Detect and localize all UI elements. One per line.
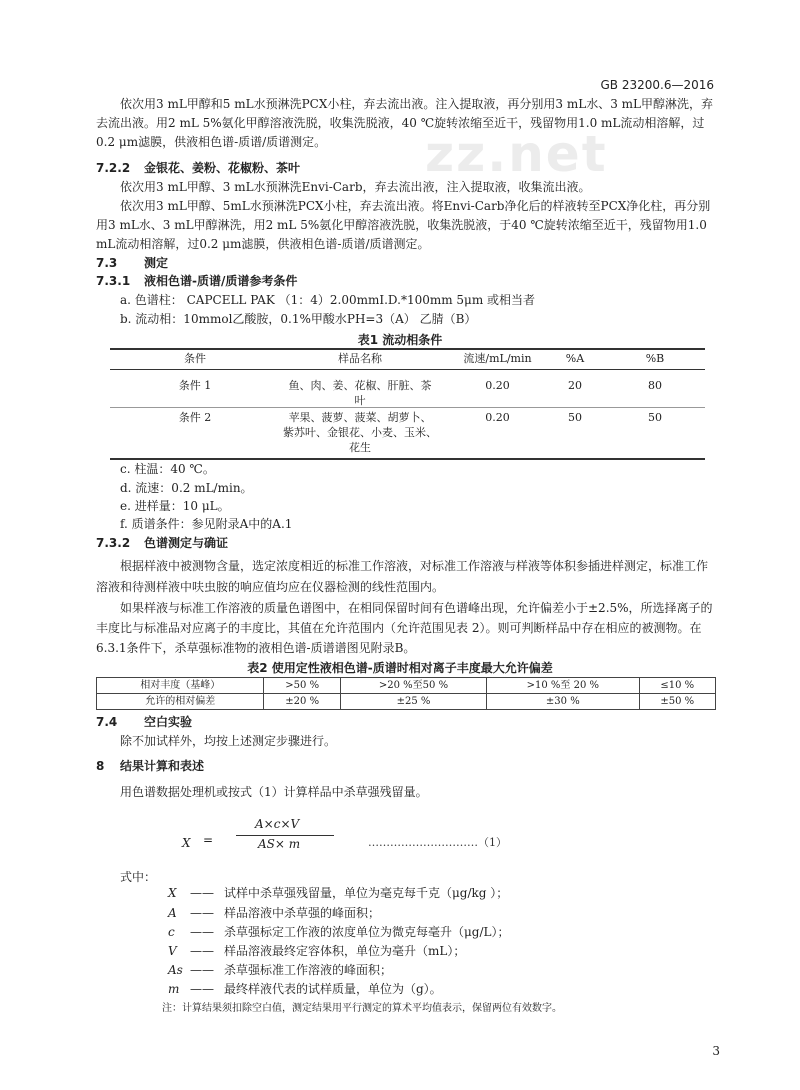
table1-header-cond: 条件 [184, 352, 206, 365]
legend-text: 最终样液代表的试样质量，单位为（g）。 [224, 982, 442, 996]
table1-row1-a: 20 [568, 379, 582, 392]
formula-number: …………………………（1） [368, 836, 507, 849]
table-cell: 允许的相对偏差 [97, 694, 264, 710]
calculation-note: 注：计算结果须扣除空白值，测定结果用平行测定的算术平均值表示，保留两位有效数字。 [162, 1003, 562, 1014]
table1-header-samples: 样品名称 [338, 352, 382, 365]
intro-paragraph: 依次用3 mL甲醇和5 mL水预淋洗PCX小柱，弃去流出液。注入提取液，再分别用3 mL水、3 mL甲醇淋洗，弃去流出液。用2 mL 5%氨化甲醇溶液洗脱，收集洗脱液，40 ℃旋转浓缩至近干，残留物用1.0 mL流动相溶解，过0.2 μm滤膜，供液相色谱-质谱/质谱测定。 [96, 97, 713, 149]
table1-row1-samples [275, 378, 445, 408]
paragraph-8: 用色谱数据处理机或按式（1）计算样品中杀草强残留量。 [120, 785, 428, 799]
condition-d: d. 流速：0.2 mL/min。 [120, 481, 253, 495]
table-cell: >10 %至 20 % [487, 678, 639, 694]
table1-header-flow: 流速/mL/min [463, 352, 532, 365]
legend-dash: —— [190, 925, 214, 939]
table1-row2-cond: 条件 2 [178, 411, 212, 424]
legend-dash: —— [190, 982, 214, 996]
table1-header-a: %A [565, 352, 585, 365]
legend-row-v [168, 942, 465, 961]
sample-line: 叶 [354, 394, 366, 407]
legend-dash: —— [190, 906, 214, 920]
paragraph-7-2-2-b: 依次用3 mL甲醇、5mL水预淋洗PCX小柱，弃去流出液。将Envi-Carb净化后的样液转至PCX净化柱，再分别用3 mL水、3 mL甲醇淋洗，用2 mL 5%氨化甲醇溶液洗脱，收集洗脱液，于40 ℃旋转浓缩至近干，残留物用1.0 mL流动相溶解，过0.2 μm滤膜，供液相色谱-质谱/质谱测定。 [96, 199, 711, 251]
table1-row2-samples [275, 410, 445, 455]
legend-row-c [168, 923, 510, 942]
table-row [97, 678, 716, 694]
section-number: 7.2.2 [96, 161, 131, 175]
legend-symbol: X [168, 886, 177, 900]
formula-equals: = [203, 833, 214, 847]
legend-symbol: A [168, 906, 177, 920]
section-7-2-2-heading [96, 159, 300, 178]
paragraph-7-4: 除不加试样外，均按上述测定步骤进行。 [120, 734, 337, 748]
legend-row-as [168, 961, 392, 980]
legend-dash: —— [190, 963, 214, 977]
watermark: zz.net [425, 125, 608, 183]
table1-row2-b: 50 [648, 411, 662, 424]
table1-row1-cond: 条件 1 [178, 379, 212, 392]
legend-text: 样品溶液最终定容体积，单位为毫升（mL）； [224, 944, 466, 958]
condition-b: b. 流动相：10mmol乙酸胺，0.1%甲酸水PH=3（A） 乙腈（B） [120, 312, 477, 326]
table-row [97, 694, 716, 710]
table-cell: ≤10 % [639, 678, 715, 694]
legend-row-m [168, 980, 442, 999]
condition-a: a. 色谱柱： CAPCELL PAK （1：4）2.00mmI.D.*100mm 5μm 或相当者 [120, 293, 536, 307]
section-7-3-heading [96, 254, 168, 273]
legend-row-a [168, 904, 380, 923]
legend-text: 试样中杀草强残留量，单位为毫克每千克（μg/kg ）； [224, 886, 509, 900]
section-number: 7.4 [96, 715, 118, 729]
table-cell: ±50 % [639, 694, 715, 710]
legend-text: 杀草强标定工作液的浓度单位为微克每毫升（μg/L）； [224, 925, 510, 939]
doc-code: GB 23200.6—2016 [600, 78, 714, 92]
table-cell: >20 %至50 % [340, 678, 486, 694]
table-cell: ±25 % [340, 694, 486, 710]
section-number: 7.3.2 [96, 536, 131, 550]
section-title: 色谱测定与确证 [144, 536, 229, 550]
formula-numerator: A×c×V [255, 817, 300, 831]
deviation-table [96, 677, 716, 710]
section-7-4-heading [96, 713, 192, 732]
table1-top-rule [110, 348, 705, 350]
table-cell: ±20 % [264, 694, 340, 710]
legend-text: 杀草强标准工作溶液的峰面积； [224, 963, 393, 977]
condition-c: c. 柱温：40 ℃。 [120, 462, 215, 476]
section-title: 结果计算和表述 [120, 759, 205, 773]
formula-denominator: AS× m [258, 837, 301, 851]
legend-symbol: As [168, 963, 183, 977]
legend-symbol: m [168, 982, 180, 996]
section-number: 8 [96, 759, 105, 773]
table-cell: ±30 % [487, 694, 639, 710]
table1-row2-flow: 0.20 [485, 411, 510, 424]
legend-symbol: V [168, 944, 177, 958]
section-title: 空白实验 [144, 715, 193, 729]
table-cell: >50 % [264, 678, 340, 694]
section-title: 金银花、姜粉、花椒粉、茶叶 [144, 161, 301, 175]
formula-lhs: X [182, 836, 191, 850]
table-cell: 相对丰度（基峰） [97, 678, 264, 694]
section-number: 7.3.1 [96, 274, 131, 288]
paragraph-7-3-2-b: 如果样液与标准工作溶液的质量色谱图中，在相同保留时间有色谱峰出现，允许偏差小于±2.5%，所选择离子的丰度比与标准品对应离子的丰度比，其值在允许范围内（允许范围见表 2）。则可判断样品中存在相应的被测物。在6.3.1条件下，杀草强标准物的液相色谱-质谱谱图见附录B。 [96, 601, 713, 655]
table1-row-rule [110, 407, 705, 408]
section-7-3-1-heading [96, 272, 297, 291]
condition-e: e. 进样量：10 μL。 [120, 499, 230, 513]
legend-dash: —— [190, 886, 214, 900]
table1-row2-a: 50 [568, 411, 582, 424]
section-8-heading [96, 757, 204, 776]
table1-row1-b: 80 [648, 379, 662, 392]
table2-caption: 表2 使用定性液相色谱-质谱时相对离子丰度最大允许偏差 [247, 661, 553, 675]
table1-header-b: %B [645, 352, 665, 365]
legend-dash: —— [190, 944, 214, 958]
legend-symbol: c [168, 925, 175, 939]
where-label: 式中： [120, 870, 157, 884]
table1-header-rule [110, 369, 705, 370]
sample-line: 苹果、菠萝、菠菜、胡萝卜、 [288, 411, 432, 424]
section-title: 液相色谱-质谱/质谱参考条件 [144, 274, 298, 288]
table1-caption: 表1 流动相条件 [357, 333, 443, 347]
paragraph-7-2-2-a: 依次用3 mL甲醇、3 mL水预淋洗Envi-Carb，弃去流出液，注入提取液，收集流出液。 [120, 180, 591, 194]
sample-line: 花生 [349, 441, 371, 454]
section-7-3-2-heading [96, 534, 228, 553]
page-number: 3 [712, 1044, 720, 1058]
paragraph-7-3-2-a: 根据样液中被测物含量，选定浓度相近的标准工作溶液，对标准工作溶液与样液等体积参插进样测定，标准工作溶液和待测样液中呋虫胺的响应值均应在仪器检测的线性范围内。 [96, 559, 709, 594]
condition-f: f. 质谱条件：参见附录A中的A.1 [120, 517, 293, 531]
table1-row1-flow: 0.20 [485, 379, 510, 392]
sample-line: 紫苏叶、金银花、小麦、玉米、 [283, 426, 437, 439]
section-title: 测定 [144, 256, 169, 270]
section-number: 7.3 [96, 256, 118, 270]
sample-line: 鱼、肉、姜、花椒、肝脏、茶 [288, 379, 432, 392]
legend-row-x [168, 884, 508, 903]
legend-text: 样品溶液中杀草强的峰面积； [224, 906, 381, 920]
